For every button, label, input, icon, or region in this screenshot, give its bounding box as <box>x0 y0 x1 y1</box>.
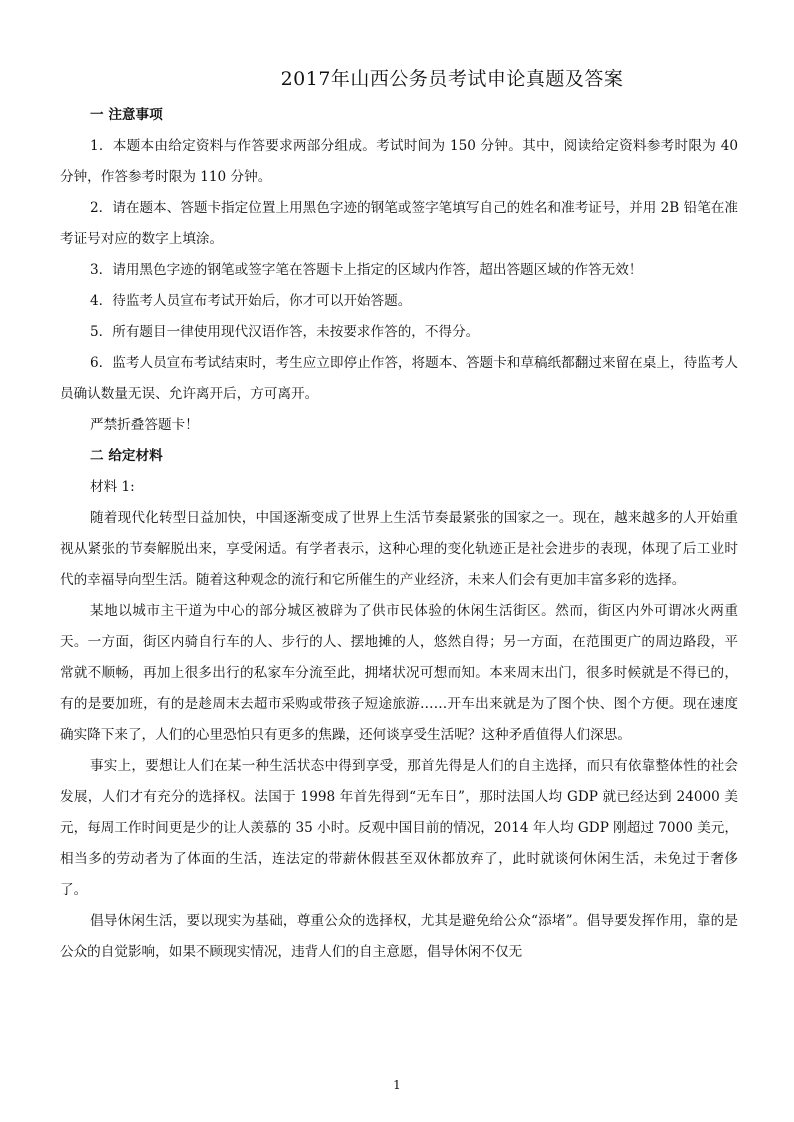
document-body <box>60 100 738 968</box>
material-paragraph-1: 随着现代化转型日益加快，中国逐渐变成了世界上生活节奏最紧张的国家之一。现在，越来越多的人开始重视从紧张的节奏解脱出来，享受闲适。有学者表示，这种心理的变化轨迹正是社会进步的表现，体现了后工业时代的幸福导向型生活。随着这种观念的流行和它所催生的产业经济，未来人们会有更加丰富多彩的选择。 <box>60 510 738 588</box>
material-paragraph-3: 事实上，要想让人们在某一种生活状态中得到享受，那首先得是人们的自主选择，而只有依靠整体性的社会发展，人们才有充分的选择权。法国于 1998 年首先得到“无车日”，那时法国人均 GDP 就已经达到 24000 美元，每周工作时间更是少的让人羡慕的 35 小时。反观中国目前的情况，2014 年人均 GDP 刚超过 7000 美元，相当多的劳动者为了体面的生活，连法定的带薪休假甚至双休都放弃了，此时就谈何休闲生活，未免过于奢侈了。 <box>60 758 738 898</box>
no-fold-warning: 严禁折叠答题卡！ <box>90 417 199 433</box>
notice-heading: 一 注意事项 <box>90 107 163 123</box>
notice-item-4: 4．待监考人员宣布考试开始后，你才可以开始答题。 <box>90 293 412 309</box>
material-label: 材料 1: <box>90 479 135 495</box>
notice-item-3: 3．请用黑色字迹的钢笔或签字笔在答题卡上指定的区域内作答，超出答题区域的作答无效！ <box>90 262 643 278</box>
notice-item-1: 1．本题本由给定资料与作答要求两部分组成。考试时间为 150 分钟。其中，阅读给定资料参考时限为 40 分钟，作答参考时限为 110 分钟。 <box>60 138 738 185</box>
notice-item-2: 2．请在题本、答题卡指定位置上用黑色字迹的钢笔或签字笔填写自己的姓名和准考证号，并用 2B 铅笔在准考证号对应的数字上填涂。 <box>60 200 738 247</box>
material-paragraph-2: 某地以城市主干道为中心的部分城区被辟为了供市民体验的休闲生活街区。然而，街区内外可谓冰火两重天。一方面，街区内骑自行车的人、步行的人、摆地摊的人，悠然自得；另一方面，在范围更广的周边路段，平常就不顺畅，再加上很多出行的私家车分流至此，拥堵状况可想而知。本来周末出门，很多时候就是不得已的，有的是要加班，有的是趁周末去超市采购或带孩子短途旅游……开车出来就是为了图个快、图个方便。现在速度确实降下来了，人们的心里恐怕只有更多的焦躁，还何谈享受生活呢？这种矛盾值得人们深思。 <box>60 603 738 743</box>
material-paragraph-4: 倡导休闲生活，要以现实为基础，尊重公众的选择权，尤其是避免给公众“添堵”。倡导要发挥作用，靠的是公众的自觉影响，如果不顾现实情况，违背人们的自主意愿，倡导休闲不仅无 <box>60 913 738 960</box>
notice-item-5: 5．所有题目一律使用现代汉语作答，未按要求作答的，不得分。 <box>90 324 480 340</box>
material-heading: 二 给定材料 <box>90 448 163 464</box>
document-title: 2017年山西公务员考试申论真题及答案 <box>280 68 624 90</box>
page-number: 1 <box>393 1078 401 1092</box>
notice-item-6: 6．监考人员宣布考试结束时，考生应立即停止作答，将题本、答题卡和草稿纸都翻过来留在桌上，待监考人员确认数量无误、允许离开后，方可离开。 <box>60 355 738 402</box>
